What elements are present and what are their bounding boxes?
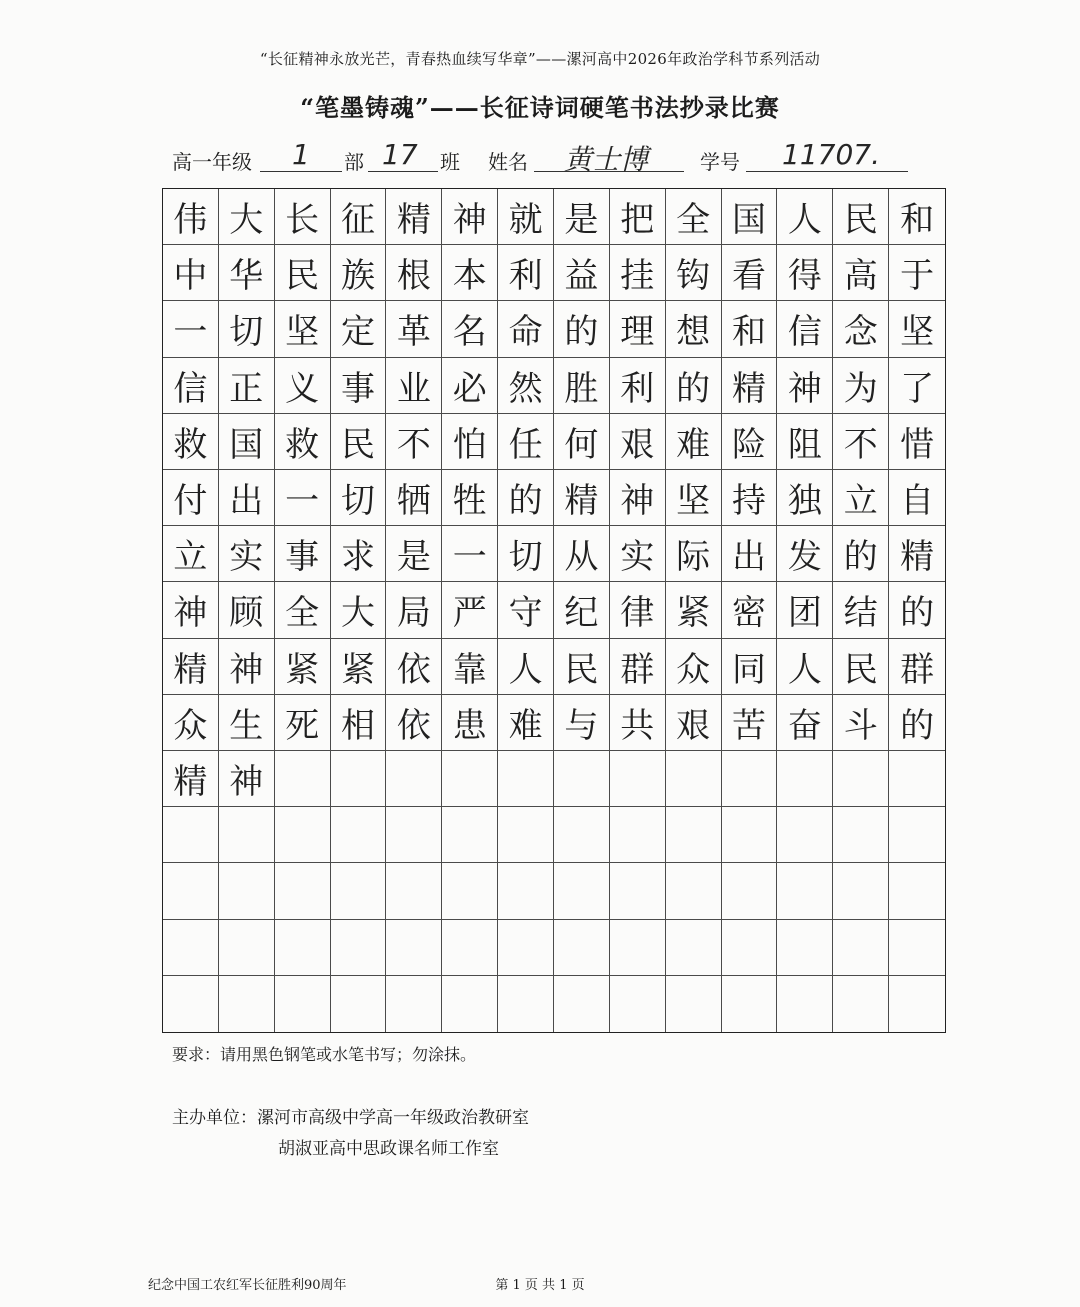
footer-commemoration: 纪念中国工农红军长征胜利90周年 [148, 1278, 347, 1293]
grid-cell[interactable]: 信 [777, 301, 833, 357]
grid-cell[interactable]: 的 [554, 301, 610, 357]
grid-cell[interactable]: 依 [386, 695, 442, 751]
grid-cell[interactable]: 共 [610, 695, 666, 751]
grid-cell[interactable] [722, 807, 778, 863]
grid-cell[interactable] [833, 863, 889, 919]
grid-cell[interactable]: 人 [777, 639, 833, 695]
grid-cell[interactable]: 全 [275, 582, 331, 638]
grid-cell[interactable]: 念 [833, 301, 889, 357]
grid-cell[interactable]: 的 [833, 526, 889, 582]
grid-cell[interactable]: 与 [554, 695, 610, 751]
grid-cell[interactable] [889, 863, 945, 919]
class-label: 班 [440, 150, 460, 174]
grid-cell[interactable]: 救 [163, 414, 219, 470]
grid-cell[interactable] [331, 976, 387, 1032]
grid-cell[interactable]: 守 [498, 582, 554, 638]
grid-cell[interactable]: 怕 [442, 414, 498, 470]
grid-cell[interactable]: 持 [722, 470, 778, 526]
grid-cell[interactable]: 的 [666, 358, 722, 414]
grid-cell[interactable]: 群 [889, 639, 945, 695]
grid-cell[interactable] [889, 751, 945, 807]
grid-cell[interactable]: 精 [722, 358, 778, 414]
grid-cell[interactable] [498, 751, 554, 807]
grid-cell[interactable]: 国 [722, 189, 778, 245]
grid-cell[interactable] [554, 807, 610, 863]
grid-cell[interactable]: 神 [163, 582, 219, 638]
grid-cell[interactable] [331, 807, 387, 863]
grid-cell[interactable] [275, 807, 331, 863]
grid-cell[interactable]: 和 [722, 301, 778, 357]
grid-cell[interactable] [833, 920, 889, 976]
grid-cell[interactable] [666, 807, 722, 863]
grid-cell[interactable]: 付 [163, 470, 219, 526]
grid-cell[interactable] [666, 863, 722, 919]
grade-label: 高一年级 [172, 150, 252, 174]
grid-cell[interactable]: 为 [833, 358, 889, 414]
grid-cell[interactable]: 业 [386, 358, 442, 414]
grid-cell[interactable] [498, 863, 554, 919]
grid-cell[interactable]: 坚 [275, 301, 331, 357]
grid-cell[interactable]: 义 [275, 358, 331, 414]
grid-cell[interactable]: 出 [722, 526, 778, 582]
grid-cell[interactable]: 靠 [442, 639, 498, 695]
grid-cell[interactable]: 是 [386, 526, 442, 582]
grid-cell[interactable] [163, 920, 219, 976]
grid-cell[interactable] [498, 976, 554, 1032]
grid-cell[interactable]: 救 [275, 414, 331, 470]
grid-cell[interactable]: 结 [833, 582, 889, 638]
grid-cell[interactable]: 人 [498, 639, 554, 695]
grid-cell[interactable]: 神 [442, 189, 498, 245]
grid-cell[interactable]: 群 [610, 639, 666, 695]
grid-cell[interactable] [889, 920, 945, 976]
grid-cell[interactable]: 一 [275, 470, 331, 526]
grid-cell[interactable] [386, 863, 442, 919]
grid-cell[interactable] [722, 751, 778, 807]
grid-cell[interactable] [554, 920, 610, 976]
footer-page-number: 第 1 页 共 1 页 [495, 1278, 585, 1293]
grid-cell[interactable] [163, 863, 219, 919]
grid-cell[interactable]: 征 [331, 189, 387, 245]
grid-cell[interactable]: 利 [610, 358, 666, 414]
grid-cell[interactable] [386, 751, 442, 807]
grid-cell[interactable] [610, 807, 666, 863]
grid-cell[interactable] [163, 807, 219, 863]
grid-cell[interactable] [386, 976, 442, 1032]
grid-cell[interactable] [777, 920, 833, 976]
grid-cell[interactable] [331, 920, 387, 976]
grid-cell[interactable]: 艰 [610, 414, 666, 470]
grid-cell[interactable]: 一 [442, 526, 498, 582]
grid-cell[interactable]: 伟 [163, 189, 219, 245]
grid-cell[interactable]: 精 [386, 189, 442, 245]
grid-cell[interactable]: 神 [219, 639, 275, 695]
grid-cell[interactable]: 严 [442, 582, 498, 638]
grid-cell[interactable] [722, 920, 778, 976]
grid-cell[interactable]: 依 [386, 639, 442, 695]
class-value[interactable]: 17 [382, 138, 418, 171]
grid-cell[interactable] [442, 751, 498, 807]
grid-cell[interactable]: 然 [498, 358, 554, 414]
grid-cell[interactable] [275, 863, 331, 919]
grid-cell[interactable]: 必 [442, 358, 498, 414]
grid-cell[interactable]: 紧 [331, 639, 387, 695]
grid-cell[interactable]: 生 [219, 695, 275, 751]
grid-cell[interactable]: 密 [722, 582, 778, 638]
grid-cell[interactable] [777, 751, 833, 807]
grid-cell[interactable]: 的 [889, 695, 945, 751]
calligraphy-grid [162, 188, 946, 1033]
grid-cell[interactable]: 从 [554, 526, 610, 582]
grid-cell[interactable]: 民 [275, 245, 331, 301]
grid-cell[interactable]: 局 [386, 582, 442, 638]
grid-cell[interactable]: 挂 [610, 245, 666, 301]
grid-cell[interactable] [386, 807, 442, 863]
grid-cell[interactable] [498, 920, 554, 976]
grid-cell[interactable]: 的 [498, 470, 554, 526]
grid-cell[interactable] [666, 751, 722, 807]
grid-cell[interactable] [442, 976, 498, 1032]
grid-cell[interactable]: 名 [442, 301, 498, 357]
grid-cell[interactable]: 胜 [554, 358, 610, 414]
grid-cell[interactable]: 是 [554, 189, 610, 245]
grid-cell[interactable]: 精 [554, 470, 610, 526]
grid-cell[interactable]: 不 [386, 414, 442, 470]
grid-cell[interactable] [833, 976, 889, 1032]
grid-cell[interactable] [610, 976, 666, 1032]
grid-cell[interactable]: 大 [219, 189, 275, 245]
grid-cell[interactable]: 神 [219, 751, 275, 807]
grid-cell[interactable]: 益 [554, 245, 610, 301]
grid-cell[interactable]: 切 [498, 526, 554, 582]
grid-cell[interactable]: 难 [666, 414, 722, 470]
grid-cell[interactable]: 团 [777, 582, 833, 638]
grid-cell[interactable] [275, 751, 331, 807]
grid-cell[interactable]: 人 [777, 189, 833, 245]
grid-cell[interactable]: 艰 [666, 695, 722, 751]
grid-cell[interactable]: 纪 [554, 582, 610, 638]
grid-cell[interactable]: 民 [833, 189, 889, 245]
grid-cell[interactable]: 神 [610, 470, 666, 526]
grid-cell[interactable] [610, 863, 666, 919]
grid-cell[interactable]: 本 [442, 245, 498, 301]
grid-cell[interactable]: 理 [610, 301, 666, 357]
grid-cell[interactable]: 律 [610, 582, 666, 638]
grid-cell[interactable]: 顾 [219, 582, 275, 638]
grid-cell[interactable]: 了 [889, 358, 945, 414]
grid-cell[interactable]: 华 [219, 245, 275, 301]
grid-cell[interactable] [610, 751, 666, 807]
student-id-underline [746, 171, 908, 172]
grid-cell[interactable] [442, 863, 498, 919]
grid-cell[interactable]: 得 [777, 245, 833, 301]
organizer-line-2: 胡淑亚高中思政课名师工作室 [278, 1139, 499, 1159]
grid-cell[interactable]: 实 [219, 526, 275, 582]
grid-cell[interactable]: 独 [777, 470, 833, 526]
grid-cell[interactable]: 立 [163, 526, 219, 582]
grid-cell[interactable] [722, 863, 778, 919]
grid-cell[interactable]: 苦 [722, 695, 778, 751]
grid-cell[interactable]: 立 [833, 470, 889, 526]
grid-cell[interactable]: 一 [163, 301, 219, 357]
grid-cell[interactable]: 不 [833, 414, 889, 470]
department-label: 部 [344, 150, 364, 174]
grid-cell[interactable] [777, 976, 833, 1032]
grid-cell[interactable] [219, 863, 275, 919]
grid-cell[interactable]: 就 [498, 189, 554, 245]
grid-cell[interactable] [219, 807, 275, 863]
grid-cell[interactable]: 和 [889, 189, 945, 245]
grid-cell[interactable] [554, 751, 610, 807]
grid-cell[interactable] [889, 976, 945, 1032]
grid-cell[interactable]: 精 [163, 751, 219, 807]
student-id-label: 学号 [700, 150, 740, 174]
grid-cell[interactable]: 难 [498, 695, 554, 751]
grid-cell[interactable]: 把 [610, 189, 666, 245]
grid-cell[interactable]: 众 [666, 639, 722, 695]
grid-cell[interactable] [442, 920, 498, 976]
grid-cell[interactable]: 惜 [889, 414, 945, 470]
grid-cell[interactable] [442, 807, 498, 863]
class-underline [368, 171, 438, 172]
grid-cell[interactable]: 高 [833, 245, 889, 301]
grid-cell[interactable]: 切 [331, 470, 387, 526]
grid-cell[interactable]: 相 [331, 695, 387, 751]
department-underline [260, 171, 342, 172]
grid-cell[interactable]: 发 [777, 526, 833, 582]
requirement-note: 要求：请用黑色钢笔或水笔书写；勿涂抹。 [172, 1045, 477, 1064]
grid-cell[interactable] [331, 863, 387, 919]
student-info-row [172, 138, 952, 178]
grid-cell[interactable]: 定 [331, 301, 387, 357]
grid-cell[interactable] [219, 976, 275, 1032]
grid-cell[interactable]: 出 [219, 470, 275, 526]
name-label: 姓名 [488, 150, 528, 174]
grid-cell[interactable]: 信 [163, 358, 219, 414]
grid-cell[interactable]: 同 [722, 639, 778, 695]
grid-cell[interactable] [275, 976, 331, 1032]
grid-cell[interactable] [666, 920, 722, 976]
grid-cell[interactable]: 自 [889, 470, 945, 526]
grid-cell[interactable]: 钩 [666, 245, 722, 301]
grid-cell[interactable]: 的 [889, 582, 945, 638]
grid-cell[interactable]: 命 [498, 301, 554, 357]
grid-cell[interactable] [554, 976, 610, 1032]
grid-cell[interactable] [219, 920, 275, 976]
grid-cell[interactable]: 紧 [275, 639, 331, 695]
grid-cell[interactable]: 事 [275, 526, 331, 582]
grid-cell[interactable]: 看 [722, 245, 778, 301]
grid-cell[interactable]: 中 [163, 245, 219, 301]
grid-cell[interactable]: 民 [554, 639, 610, 695]
organizer-line-1: 主办单位：漯河市高级中学高一年级政治教研室 [172, 1108, 529, 1128]
grid-cell[interactable] [889, 807, 945, 863]
grid-cell[interactable]: 民 [331, 414, 387, 470]
grid-cell[interactable] [386, 920, 442, 976]
grid-cell[interactable]: 死 [275, 695, 331, 751]
grid-cell[interactable]: 正 [219, 358, 275, 414]
grid-cell[interactable]: 斗 [833, 695, 889, 751]
grid-cell[interactable] [498, 807, 554, 863]
grid-cell[interactable]: 切 [219, 301, 275, 357]
grid-cell[interactable] [331, 751, 387, 807]
grid-cell[interactable]: 实 [610, 526, 666, 582]
grid-cell[interactable]: 险 [722, 414, 778, 470]
grid-cell[interactable] [554, 863, 610, 919]
grid-cell[interactable] [833, 751, 889, 807]
grid-cell[interactable]: 牲 [442, 470, 498, 526]
grid-cell[interactable]: 事 [331, 358, 387, 414]
grid-cell[interactable] [777, 863, 833, 919]
grid-cell[interactable]: 紧 [666, 582, 722, 638]
grid-cell[interactable] [163, 976, 219, 1032]
grid-cell[interactable]: 际 [666, 526, 722, 582]
grid-cell[interactable]: 坚 [666, 470, 722, 526]
grid-cell[interactable]: 长 [275, 189, 331, 245]
grid-cell[interactable]: 于 [889, 245, 945, 301]
event-header: “长征精神永放光芒，青春热血续写华章”——漯河高中2026年政治学科节系列活动 [259, 50, 821, 68]
grid-cell[interactable] [275, 920, 331, 976]
grid-cell[interactable]: 革 [386, 301, 442, 357]
grid-cell[interactable]: 阻 [777, 414, 833, 470]
grid-cell[interactable]: 国 [219, 414, 275, 470]
grid-cell[interactable]: 民 [833, 639, 889, 695]
grid-cell[interactable]: 大 [331, 582, 387, 638]
grid-cell[interactable] [833, 807, 889, 863]
grid-cell[interactable]: 患 [442, 695, 498, 751]
name-value[interactable]: 黄士博 [564, 143, 649, 176]
grid-cell[interactable]: 想 [666, 301, 722, 357]
grid-cell[interactable]: 利 [498, 245, 554, 301]
grid-cell[interactable] [666, 976, 722, 1032]
grid-cell[interactable] [722, 976, 778, 1032]
grid-cell[interactable]: 根 [386, 245, 442, 301]
student-id-value[interactable]: 11707. [782, 138, 880, 171]
grid-cell[interactable]: 求 [331, 526, 387, 582]
page-title: “笔墨铸魂”——长征诗词硬笔书法抄录比赛 [300, 93, 780, 122]
grid-cell[interactable]: 神 [777, 358, 833, 414]
grid-cell[interactable]: 坚 [889, 301, 945, 357]
grid-cell[interactable]: 精 [889, 526, 945, 582]
grid-cell[interactable]: 精 [163, 639, 219, 695]
grid-cell[interactable]: 族 [331, 245, 387, 301]
grid-cell[interactable]: 何 [554, 414, 610, 470]
grid-cell[interactable]: 众 [163, 695, 219, 751]
department-value[interactable]: 1 [292, 138, 310, 171]
grid-cell[interactable]: 奋 [777, 695, 833, 751]
grid-cell[interactable]: 任 [498, 414, 554, 470]
grid-cell[interactable]: 全 [666, 189, 722, 245]
grid-cell[interactable]: 牺 [386, 470, 442, 526]
grid-cell[interactable] [777, 807, 833, 863]
grid-cell[interactable] [610, 920, 666, 976]
